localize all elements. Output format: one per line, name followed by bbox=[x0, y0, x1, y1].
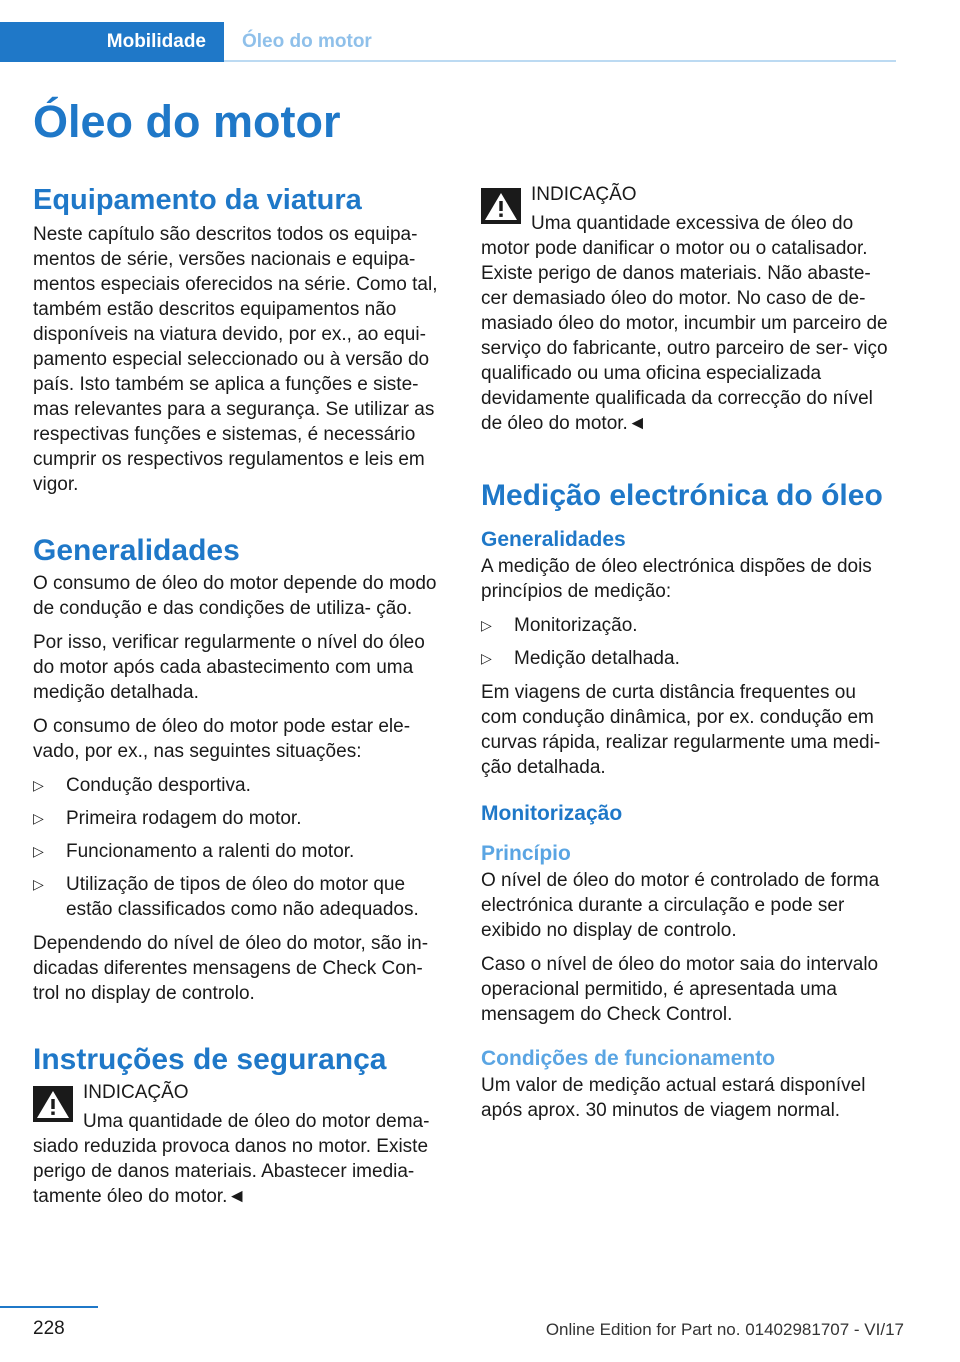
warning-text: siado reduzida provoca danos no motor. Existe perigo de danos materiais. Abastecer imedia- tamente óleo do motor.◄ bbox=[33, 1136, 429, 1207]
list-item: ▷ Utilização de tipos de óleo do motor que estão classificados como não adequados. bbox=[33, 874, 419, 920]
warning-label: INDICAÇÃO bbox=[531, 184, 637, 205]
general-paragraph-3: O consumo de óleo do motor pode estar ele- vado, por ex., nas seguintes situações: bbox=[33, 716, 411, 762]
warning-text: motor pode danificar o motor ou o catalisador. Existe perigo de danos materiais. Não abaste- cer demasiado óleo do motor. No caso de de- masiado óleo do motor, incumbir um parceiro de serviço do fabricante, outro parceiro de ser- viço qualificado ou uma oficina especializada devidamente qualificada da correcção do nível de óleo do motor.◄ bbox=[481, 238, 888, 434]
measurement-paragraph-2: Em viagens de curta distância frequentes ou com condução dinâmica, por ex. condução em curvas rápida, realizar regularmente uma medi- ção detalhada. bbox=[481, 682, 881, 778]
triangle-bullet-icon: ▷ bbox=[33, 843, 44, 859]
list-item: ▷ Monitorização. bbox=[481, 615, 638, 636]
general-heading: Generalidades bbox=[33, 534, 240, 567]
list-item: ▷ Condução desportiva. bbox=[33, 775, 251, 796]
tab-oleo-do-motor[interactable]: Óleo do motor bbox=[242, 31, 372, 52]
warning-icon bbox=[33, 1086, 73, 1122]
list-item: ▷ Funcionamento a ralenti do motor. bbox=[33, 841, 355, 862]
header-tabs bbox=[0, 22, 896, 62]
conditions-heading: Condições de funcionamento bbox=[481, 1047, 776, 1070]
triangle-bullet-icon: ▷ bbox=[481, 617, 492, 633]
warning-label: INDICAÇÃO bbox=[83, 1082, 189, 1103]
triangle-bullet-icon: ▷ bbox=[33, 777, 44, 793]
conditions-paragraph: Um valor de medição actual estará disponível após aprox. 30 minutos de viagem normal. bbox=[481, 1075, 866, 1121]
header-rule bbox=[224, 60, 896, 62]
warning-excess-oil bbox=[481, 182, 895, 436]
warning-text-first: Uma quantidade de óleo do motor dema- bbox=[83, 1111, 430, 1132]
general-paragraph-1: O consumo de óleo do motor depende do modo de condução e das condições de utiliza- ção. bbox=[33, 573, 437, 619]
general-paragraph-4: Dependendo do nível de óleo do motor, são in- dicadas diferentes mensagens de Check Con- trol no display de controlo. bbox=[33, 933, 429, 1004]
page-number: 228 bbox=[33, 1318, 65, 1339]
triangle-bullet-icon: ▷ bbox=[33, 876, 44, 892]
principle-paragraph-2: Caso o nível de óleo do motor saia do intervalo operacional permitido, é apresentada uma mensagem do Check Control. bbox=[481, 954, 879, 1025]
safety-heading: Instruções de segurança bbox=[33, 1043, 387, 1076]
measurement-general-heading: Generalidades bbox=[481, 528, 626, 551]
consumption-list bbox=[33, 773, 447, 922]
edition-note: Online Edition for Part no. 01402981707 - VI/17 bbox=[545, 1320, 904, 1339]
warning-text-first: Uma quantidade excessiva de óleo do bbox=[531, 213, 854, 234]
list-item: ▷ Medição detalhada. bbox=[481, 648, 680, 669]
measurement-paragraph-1: A medição de óleo electrónica dispões de dois princípios de medição: bbox=[481, 556, 872, 602]
tab-mobilidade[interactable]: Mobilidade bbox=[0, 22, 224, 62]
principle-paragraph-1: O nível de óleo do motor é controlado de forma electrónica durante a circulação e pode ser exibido no display de controlo. bbox=[481, 870, 880, 941]
footer-rule bbox=[0, 1306, 98, 1308]
principle-heading: Princípio bbox=[481, 842, 571, 865]
warning-icon bbox=[481, 188, 521, 224]
equipment-heading: Equipamento da viatura bbox=[33, 184, 362, 216]
right-column bbox=[481, 182, 895, 1132]
warning-low-oil bbox=[33, 1080, 447, 1209]
general-paragraph-2: Por isso, verificar regularmente o nível do óleo do motor após cada abastecimento com uma medição detalhada. bbox=[33, 632, 425, 703]
monitoring-heading: Monitorização bbox=[481, 802, 623, 825]
principles-list bbox=[481, 613, 895, 671]
equipment-text: Neste capítulo são descritos todos os equipa- mentos de série, versões nacionais e equipa- mentos especiais oferecidos na série. Como tal, também estão descritos equipamentos não disponíveis na viatura devido, por ex., ao equi- pamento especial seleccionado ou à versão do país. Isto também se aplica a funções e siste- mas relevantes para a segurança. Se utilizar as respectivas funções e sistemas, é necessário cumprir os respectivos regulamentos e leis em vigor. bbox=[33, 224, 438, 495]
page-title: Óleo do motor bbox=[33, 96, 341, 147]
left-column bbox=[33, 180, 447, 1218]
triangle-bullet-icon: ▷ bbox=[33, 810, 44, 826]
measurement-heading: Medição electrónica do óleo bbox=[481, 479, 883, 512]
list-item: ▷ Primeira rodagem do motor. bbox=[33, 808, 302, 829]
triangle-bullet-icon: ▷ bbox=[481, 650, 492, 666]
